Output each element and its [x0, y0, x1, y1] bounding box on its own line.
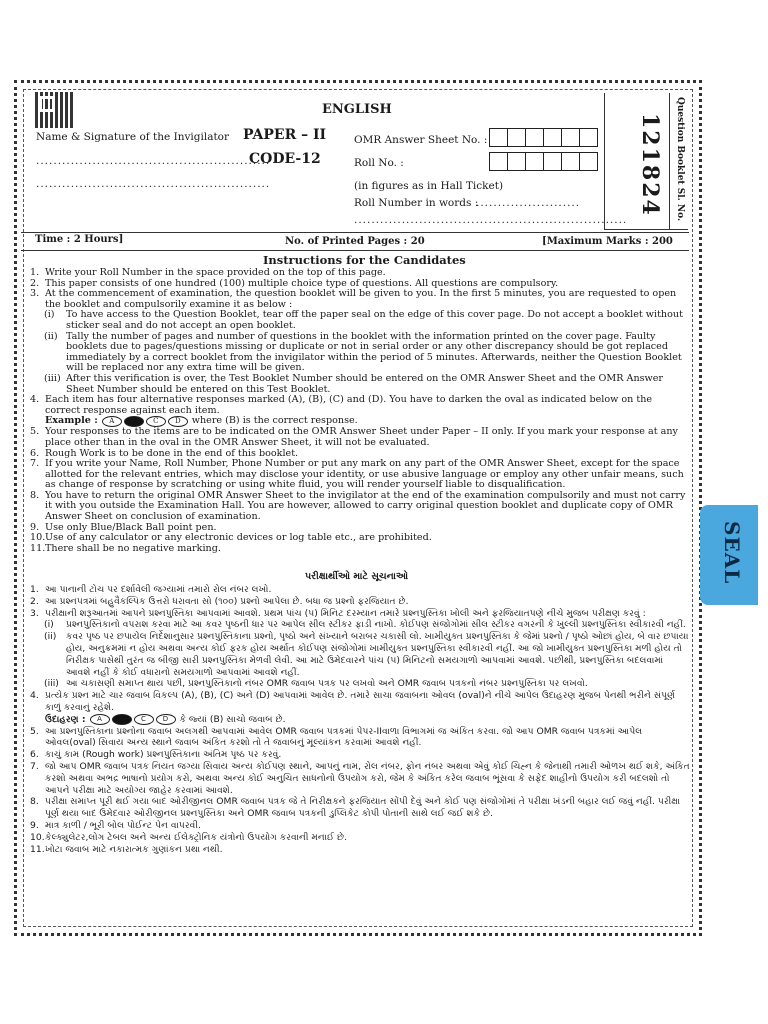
list-item: 2. This paper consists of one hundred (100) multiple choice type of questions. All questions are compulsory.: [30, 277, 559, 289]
example-text: where (B) is the correct response.: [191, 415, 358, 427]
list-item: 11. ખોટા જવાબ માટે નકારાત્મક ગુણાંકન પ્રથા નથી.: [30, 843, 223, 855]
qr-code: [35, 92, 73, 128]
instructions-title: Instructions for the Candidates: [263, 253, 466, 267]
roll-no-label: Roll No. :: [354, 157, 404, 169]
list-item: 6. કાચું કામ (Rough work) પ્રશ્નપુસ્તિકાના અંતિમ પૃષ્ઠ પર કરવું.: [30, 749, 282, 761]
list-item: (i) પ્રશ્નપુસ્તિકાનો વપરાશ કરવા માટે આ કવર પૃષ્ઠની ધાર પર આપેલ સીલ સ્ટીકર ફાડી નાખો. કોઈપણ સંજોગોમાં સીલ સ્ટીકર વગરની કે ખુલ્લી પ્રશ્નપુસ્તિકા સ્વીકારવી નહીં.: [44, 619, 686, 631]
list-item: 7. જો આપ OMR જવાબ પત્રક નિયત જગ્યા સિવાય અન્ય કોઈપણ સ્થાને, આપનું નામ, રોલ નંબર, ફોન નંબર અથવા એવું કોઈ ચિહ્ન કે જેનાથી તમારી ઓળખ થઈ શકે, અંકિત કરશો અથવા અભદ્ર ભાષાનો પ્રયોગ કરો, અથવા અન્ય કોઈ અનુચિત સાધનોનો ઉપયોગ કરો, જેમ કે અંકિત કરેલ જવાબ ભૂંસવા કે સફેદ શાહીનો ઉપયોગ કરી બદલશો તો આપને પરીક્ષા માટે અયોગ્ય જાહેર કરવામાં આવશે.: [30, 760, 690, 796]
divider: [21, 250, 689, 251]
omr-sheet-label: OMR Answer Sheet No. :: [354, 134, 488, 146]
list-item: 10. કેલ્ક્યુલેટર,લોગ ટેબલ અને અન્ય ઈલેક્ટ્રોનિક યંત્રોનો ઉપયોગ કરવાની મનાઈ છે.: [30, 831, 348, 843]
example-label: ઉદાહરણ :: [45, 713, 86, 725]
omr-sheet-boxes[interactable]: [489, 128, 597, 147]
list-item: (i) To have access to the Question Booklet, tear off the paper seal on the edge of this cover page. Do not accept a booklet without sticker seal and do not accept an open booklet.: [44, 309, 683, 331]
roll-no-boxes[interactable]: [489, 152, 597, 171]
list-item: 4. પ્રત્યેક પ્રશ્ન માટે ચાર જવાબ વિકલ્પ (A), (B), (C) અને (D) આપવામાં આવેલ છે. તમારે સાચા જવાબના ઓવલ (oval)ને નીચે આપેલ ઉદાહરણ મુજબ પેનથી ભરીને સંપૂર્ણ કાળું કરવાનું રહેશે.: [30, 690, 676, 713]
oval-b-filled: [112, 714, 132, 725]
list-item: 6. Rough Work is to be done in the end of this booklet.: [30, 447, 299, 459]
printed-pages-label: No. of Printed Pages : 20: [285, 236, 425, 247]
list-item: 1. આ પાનાની ટોચ પર દર્શાવેલી જગ્યામાં તમારો રોલ નંબર લખો.: [30, 584, 272, 595]
gujarati-title: પરીક્ષાર્થીઓ માટે સૂચનાઓ: [305, 571, 409, 582]
booklet-number-box: [604, 93, 688, 230]
list-item: 9. માત્ર કાળી / ભૂરી બોલ પોઈન્ટ પેન વાપરવી.: [30, 819, 201, 831]
oval-c: C: [146, 416, 166, 427]
list-item: 8. You have to return the original OMR Answer Sheet to the invigilator at the end of the examination compulsorily and must not carry it with you outside the Examination Hall. You are however, allowed to carry original question booklet and duplicate copy of OMR Answer Sheet on conclusion of examination.: [30, 489, 686, 523]
invigilator-line-2: ......................................................: [36, 178, 271, 190]
invigilator-label: Name & Signature of the Invigilator: [36, 131, 230, 143]
list-item: 8. પરીક્ષા સમાપ્ત પૂરી થઈ ગયા બાદ ઓરીજીનલ OMR જવાબ પત્રક જે તે નિરીક્ષકને ફરજિયાત સોંપી દેવું અને કોઈ પણ સંજોગોમાં તે પરીક્ષા ખંડની બહાર લઈ જવું નહીં. પરીક્ષા પૂર્ણ થયા બાદ ઉમેદવાર ઓરીજીનલ પ્રશ્નપુસ્તિકા અને OMR જવાબ પત્રકની ડુપ્લિકેટ કોપી પોતાની સાથે લઈ જઈ શકે છે.: [30, 796, 681, 820]
invigilator-line-1: ......................................................: [36, 155, 271, 167]
list-item: 10. Use of any calculator or any electronic devices or log table etc., are prohibited.: [30, 532, 432, 544]
oval-example: [90, 714, 176, 726]
booklet-number: 121824: [637, 113, 663, 217]
oval-a: A: [90, 714, 110, 725]
code-label: CODE-12: [249, 151, 321, 167]
subject-title: ENGLISH: [322, 102, 392, 117]
time-label: Time : 2 Hours]: [35, 234, 124, 245]
list-item: 3. પરીક્ષાની શરૂઆતમાં આપને પ્રશ્નપુસ્તિકા આપવામાં આવશે. પ્રથમ પાંચ (૫) મિનિટ દરમ્યાન તમારે પ્રશ્નપુસ્તિકા ખોલી અને ફરજિયાતપણે નીચે મુજબ પરીક્ષણ કરવું :: [30, 607, 646, 619]
list-item: 5. આ પ્રશ્નપુસ્તિકાના પ્રશ્નોના જવાબ અલગથી આપવામાં આવેલ OMR જવાબ પત્રકમાં પેપર-IIવાળા વિભાગમાં જ અંકિત કરવા. જો આપ OMR જવાબ પત્રકમાં આપેલ ઓવલ(oval) સિવાય અન્ય સ્થાને જવાબ અંકિત કરશો તો તે જવાબનું મૂલ્યાંકન કરવામાં આવશે નહીં.: [30, 725, 643, 749]
list-item: 2. આ પ્રશ્નપત્રમાં બહુવૈકલ્પિક ઉત્તરો ધરાવતા સો (૧૦૦) પ્રશ્નો આપેલા છે. બધા જ પ્રશ્નો ફરજિયાત છે.: [30, 595, 409, 607]
list-item: 7. If you write your Name, Roll Number, Phone Number or put any mark on any part of the OMR Answer Sheet, except for the space allotted for the relevant entries, which may disclose your identity, or use abusive language or employ any other unfair means, such as change of response by scratching or using white fluid, you will render yourself liable to disqualification.: [30, 458, 684, 491]
list-item: 1. Write your Roll Number in the space provided on the top of this page.: [30, 267, 386, 278]
paper-label: PAPER – II: [243, 127, 327, 143]
divider: [21, 232, 689, 233]
list-item: (ii) કવર પૃષ્ઠ પર છપાયેલ નિર્દેશાનુસાર પ્રશ્નપુસ્તિકાના પ્રશ્નો, પૃષ્ઠો અને સંખ્યાને બરાબર ચકાસી લો. ખામીયુક્ત પ્રશ્નપુસ્તિકા કે જેમાં પ્રશ્નો / પૃષ્ઠો ઓછાં હોય, બે વાર છપાયા હોય, અનુક્રમમાં ન હોય અથવા અન્ય કોઈ ફરક હોય અર્થાત કોઈપણ સંજોગોમાં ખામીયુક્ત પ્રશ્નપુસ્તિકા સ્વીકારવી નહીં. આ જો ખામીયુક્ત પ્રશ્નપુસ્તિકા મળી હોય તો નિરીક્ષક પાસેથી તુરંત જ બીજી સારી પ્રશ્નપુસ્તિકા મેળવી લેવી. આ માટે ઉમેદવારને પાંચ (૫) મિનિટનો સમયગાળો આપવામાં આવશે. પછીથી, પ્રશ્નપુસ્તિકા બદલવામાં આવશે નહીં કે કોઈ વધારાનો સમયગાળો આપવામાં આવશે નહીં.: [44, 631, 689, 678]
example-row: [30, 714, 690, 726]
example-label: Example :: [45, 415, 98, 427]
roll-words-line-2[interactable]: ...............................................................: [354, 214, 628, 226]
list-item: (iii) After this verification is over, the Test Booklet Number should be entered on the OMR Answer Sheet and the OMR Answer Sheet Number should be entered on this Test Booklet.: [44, 372, 664, 395]
roll-words-line[interactable]: ........................: [476, 197, 581, 209]
list-item: 11. There shall be no negative marking.: [30, 542, 221, 554]
roll-words-label: Roll Number in words :: [354, 197, 479, 209]
seal-tab[interactable]: [700, 505, 758, 605]
list-item: 5. Your responses to the items are to be indicated on the OMR Answer Sheet under Paper – II only. If you mark your response at any place other than in the oval in the OMR Answer Sheet, it will not be evaluated.: [30, 426, 678, 448]
oval-a: A: [102, 416, 122, 427]
list-item: 4. Each item has four alternative responses marked (A), (B), (C) and (D). You have to darken the oval as indicated below on the correct response against each item.: [30, 394, 653, 416]
example-text: કે જ્યાં (B) સાચો જવાબ છે.: [179, 713, 286, 725]
english-instructions: [30, 268, 690, 554]
gujarati-instructions: [30, 584, 690, 855]
list-item: (iii) આ ચકાસણી સમાપ્ત થાય પછી, પ્રશ્નપુસ્તિકાનો નંબર OMR જવાબ પત્રક પર લખવો અને OMR જવાબ પત્રકનો નંબર પ્રશ્નપુસ્તિકા પર લખવો.: [44, 678, 588, 690]
booklet-sl-label: Question Booklet Sl. No.: [675, 97, 685, 222]
figures-note: (in figures as in Hall Ticket): [354, 180, 504, 192]
list-item: 9. Use only Blue/Black Ball point pen.: [30, 521, 217, 533]
list-item: 3. At the commencement of examination, the question booklet will be given to you. In the first 5 minutes, you are requested to open the booklet and compulsorily examine it as below :: [30, 288, 677, 310]
seal-label: SEAL: [720, 521, 744, 585]
oval-c: C: [134, 714, 154, 725]
list-item: (ii) Tally the number of pages and number of questions in the booklet with the information printed on the cover page. Faulty booklets due to pages/questions missing or duplicate or not in serial order or any other discrepancy should be got replaced immediately by a correct booklet from the invigilator within the period of 5 minutes. Afterwards, neither the Question Booklet will be replaced nor any extra time will be given.: [44, 330, 682, 374]
oval-d: D: [156, 714, 176, 725]
oval-d: D: [168, 416, 188, 427]
max-marks-label: [Maximum Marks : 200: [542, 236, 673, 247]
